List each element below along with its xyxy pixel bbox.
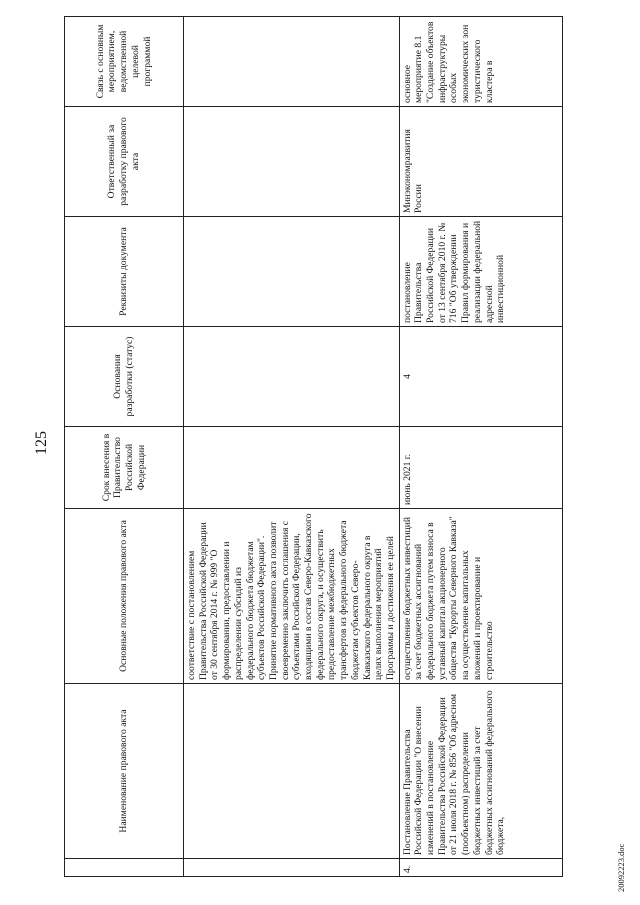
cell-submission-term: [184, 427, 400, 509]
cell-main-provisions: соответствие с постановлением Правительства Российской Федерации от 30 сентября 2014 г. № 999 "О формировании, предоставлении и распределении субсидий из федерального бюджета бюджетам субъектов Российской Федерации". Принятие нормативного акта позволит своевременно заключить соглашения с субъектами Российской Федерации, входящими в состав Северо-Кавказского федерального округа, и осуществить предоставление межбюджетных трансфертов из федерального бюджета бюджетам субъектов Северо-Кавказского федерального округа в целях выполнения мероприятий Программы и достижения ее целей: [184, 509, 400, 684]
cell-basis: [184, 327, 400, 427]
table-row: [399, 17, 562, 877]
cell-number: [184, 859, 400, 877]
footer-filename: 20092223.doc: [616, 843, 626, 892]
table-row: [184, 17, 400, 877]
cell-act-name: [184, 684, 400, 859]
table-header-row: [65, 17, 184, 877]
cell-act-name: Постановление Правительства Российской Федерации "О внесении изменений в постановление Правительства Российской Федерации от 21 июля 2018 г. № 856 "Об адресном (пообъектном) распределении бюджетных инвестиций за счет бюджетных ассигнований федерального бюджета,: [399, 684, 562, 859]
header-requisites: Реквизиты документа: [65, 217, 184, 327]
cell-responsible: Минэкономразвития России: [399, 107, 562, 217]
cell-requisites: постановление Правительства Российской Федерации от 13 сентября 2010 г. № 716 "Об утверждении Правил формирования и реализации федеральной адресной инвестиционной: [399, 217, 562, 327]
cell-responsible: [184, 107, 400, 217]
header-link: Связь с основным мероприятием, ведомственной целевой программой: [65, 17, 184, 107]
cell-main-provisions: осуществление бюджетных инвестиций за счет бюджетных ассигнований федерального бюджета путем взноса в уставный капитал акционерного общества "Курорты Северного Кавказа" на осуществление капитальных вложений и проектирование и строительство: [399, 509, 562, 684]
cell-link: [184, 17, 400, 107]
header-responsible: Ответственный за разработку правового акта: [65, 107, 184, 217]
header-basis: Основания разработки (статус): [65, 327, 184, 427]
cell-submission-term: июнь 2021 г.: [399, 427, 562, 509]
cell-link: основное мероприятие 8.1 "Создание объектов инфраструктуры особых экономических зон туристического кластера в: [399, 17, 562, 107]
legal-acts-table: [64, 16, 563, 877]
header-number: [65, 859, 184, 877]
cell-basis: 4: [399, 327, 562, 427]
cell-requisites: [184, 217, 400, 327]
header-main-provisions: Основные положения правового акта: [65, 509, 184, 684]
page-number: 125: [33, 431, 50, 455]
header-act-name: Наименование правового акта: [65, 684, 184, 859]
cell-number: 4.: [399, 859, 562, 877]
header-submission-term: Срок внесения в Правительство Российской Федерации: [65, 427, 184, 509]
